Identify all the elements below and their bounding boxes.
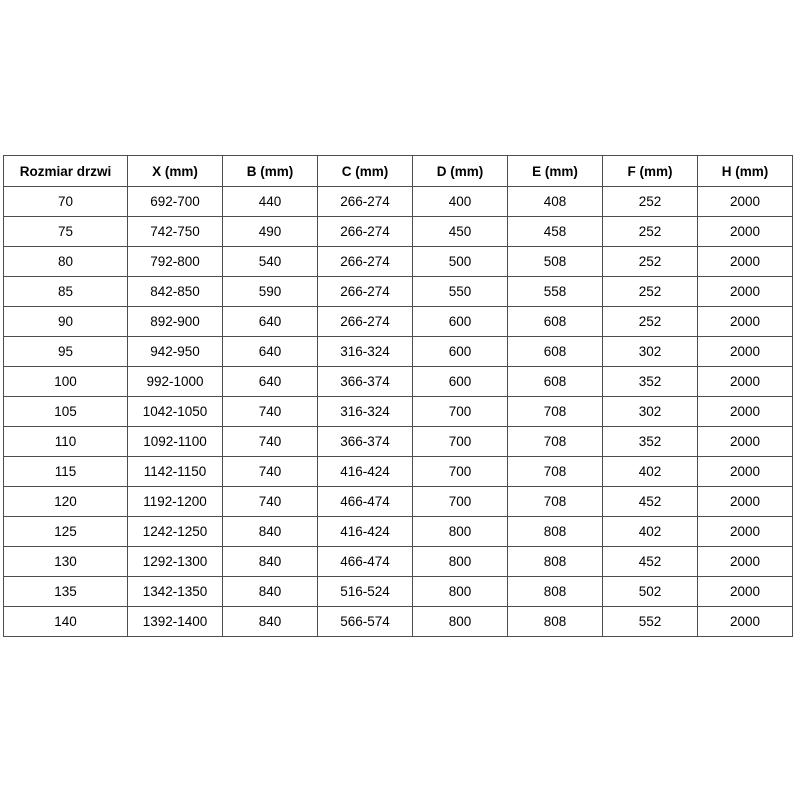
table-cell: 316-324 [318,397,413,427]
table-cell: 458 [508,217,603,247]
table-cell: 402 [603,457,698,487]
table-cell: 366-374 [318,427,413,457]
table-body [4,187,793,637]
table-row [4,577,793,607]
table-row [4,187,793,217]
table-cell: 466-474 [318,487,413,517]
table-cell: 992-1000 [128,367,223,397]
table-cell: 266-274 [318,307,413,337]
table-cell: 115 [4,457,128,487]
column-header: D (mm) [413,156,508,187]
table-cell: 2000 [698,517,793,547]
table-cell: 416-424 [318,457,413,487]
table-cell: 1042-1050 [128,397,223,427]
table-cell: 95 [4,337,128,367]
table-row [4,367,793,397]
table-cell: 742-750 [128,217,223,247]
table-cell: 552 [603,607,698,637]
table-cell: 600 [413,337,508,367]
table-cell: 708 [508,487,603,517]
table-cell: 1392-1400 [128,607,223,637]
table-cell: 80 [4,247,128,277]
table-cell: 2000 [698,397,793,427]
table-cell: 700 [413,427,508,457]
table-cell: 252 [603,277,698,307]
table-row [4,307,793,337]
table-cell: 135 [4,577,128,607]
table-row [4,487,793,517]
table-cell: 840 [223,547,318,577]
table-cell: 550 [413,277,508,307]
table-cell: 252 [603,307,698,337]
table-cell: 840 [223,577,318,607]
table-cell: 558 [508,277,603,307]
table-cell: 408 [508,187,603,217]
table-row [4,337,793,367]
table-cell: 692-700 [128,187,223,217]
table-cell: 800 [413,577,508,607]
table-cell: 840 [223,517,318,547]
table-cell: 1292-1300 [128,547,223,577]
table-cell: 450 [413,217,508,247]
column-header: E (mm) [508,156,603,187]
table-cell: 490 [223,217,318,247]
table-cell: 1342-1350 [128,577,223,607]
table-cell: 600 [413,307,508,337]
table-cell: 452 [603,547,698,577]
column-header: X (mm) [128,156,223,187]
table-cell: 2000 [698,427,793,457]
table-cell: 2000 [698,547,793,577]
table-cell: 608 [508,367,603,397]
table-cell: 808 [508,577,603,607]
table-cell: 700 [413,457,508,487]
table-cell: 110 [4,427,128,457]
table-cell: 85 [4,277,128,307]
table-cell: 402 [603,517,698,547]
column-header: F (mm) [603,156,698,187]
table-cell: 2000 [698,277,793,307]
table-cell: 105 [4,397,128,427]
table-row [4,517,793,547]
table-cell: 2000 [698,367,793,397]
table-cell: 266-274 [318,277,413,307]
table-cell: 266-274 [318,187,413,217]
table-cell: 352 [603,427,698,457]
table-cell: 1192-1200 [128,487,223,517]
table-cell: 125 [4,517,128,547]
table-cell: 500 [413,247,508,277]
table-cell: 2000 [698,307,793,337]
table-cell: 352 [603,367,698,397]
table-cell: 2000 [698,187,793,217]
table-row [4,457,793,487]
table-header-row [4,156,793,187]
table-cell: 566-574 [318,607,413,637]
table-cell: 792-800 [128,247,223,277]
table-cell: 640 [223,307,318,337]
table-cell: 516-524 [318,577,413,607]
table-cell: 608 [508,307,603,337]
table-cell: 2000 [698,337,793,367]
table-header [4,156,793,187]
table-cell: 252 [603,217,698,247]
table-cell: 400 [413,187,508,217]
table-cell: 266-274 [318,217,413,247]
table-cell: 266-274 [318,247,413,277]
column-header: H (mm) [698,156,793,187]
table-cell: 90 [4,307,128,337]
table-cell: 316-324 [318,337,413,367]
table-cell: 1242-1250 [128,517,223,547]
table-cell: 740 [223,457,318,487]
table-cell: 416-424 [318,517,413,547]
table-cell: 640 [223,367,318,397]
table-row [4,397,793,427]
table-cell: 700 [413,487,508,517]
table-cell: 540 [223,247,318,277]
table-cell: 840 [223,607,318,637]
table-cell: 2000 [698,607,793,637]
table-cell: 942-950 [128,337,223,367]
table-cell: 302 [603,397,698,427]
table-cell: 100 [4,367,128,397]
table-cell: 252 [603,247,698,277]
table-row [4,427,793,457]
table-cell: 70 [4,187,128,217]
table-cell: 2000 [698,457,793,487]
table-cell: 708 [508,457,603,487]
table-cell: 440 [223,187,318,217]
table-cell: 740 [223,397,318,427]
table-cell: 708 [508,427,603,457]
table-cell: 130 [4,547,128,577]
table-cell: 808 [508,607,603,637]
table-row [4,547,793,577]
table-cell: 808 [508,517,603,547]
door-size-table [3,155,793,637]
column-header: C (mm) [318,156,413,187]
table-row [4,217,793,247]
table-cell: 640 [223,337,318,367]
table-cell: 700 [413,397,508,427]
table-cell: 120 [4,487,128,517]
column-header: B (mm) [223,156,318,187]
table-cell: 508 [508,247,603,277]
table-cell: 600 [413,367,508,397]
table-cell: 502 [603,577,698,607]
table-cell: 140 [4,607,128,637]
column-header: Rozmiar drzwi [4,156,128,187]
table-cell: 252 [603,187,698,217]
table-cell: 740 [223,487,318,517]
table-cell: 800 [413,517,508,547]
table-cell: 1142-1150 [128,457,223,487]
table-row [4,247,793,277]
table-cell: 366-374 [318,367,413,397]
table-row [4,607,793,637]
table-cell: 892-900 [128,307,223,337]
table-cell: 2000 [698,217,793,247]
table-cell: 466-474 [318,547,413,577]
table-row [4,277,793,307]
table-cell: 842-850 [128,277,223,307]
table-cell: 740 [223,427,318,457]
table-cell: 800 [413,547,508,577]
table-cell: 2000 [698,577,793,607]
table-cell: 2000 [698,487,793,517]
table-cell: 2000 [698,247,793,277]
table-cell: 1092-1100 [128,427,223,457]
table-cell: 708 [508,397,603,427]
table-cell: 590 [223,277,318,307]
table-cell: 800 [413,607,508,637]
table-cell: 808 [508,547,603,577]
table-cell: 302 [603,337,698,367]
table-cell: 75 [4,217,128,247]
table-cell: 608 [508,337,603,367]
table-cell: 452 [603,487,698,517]
